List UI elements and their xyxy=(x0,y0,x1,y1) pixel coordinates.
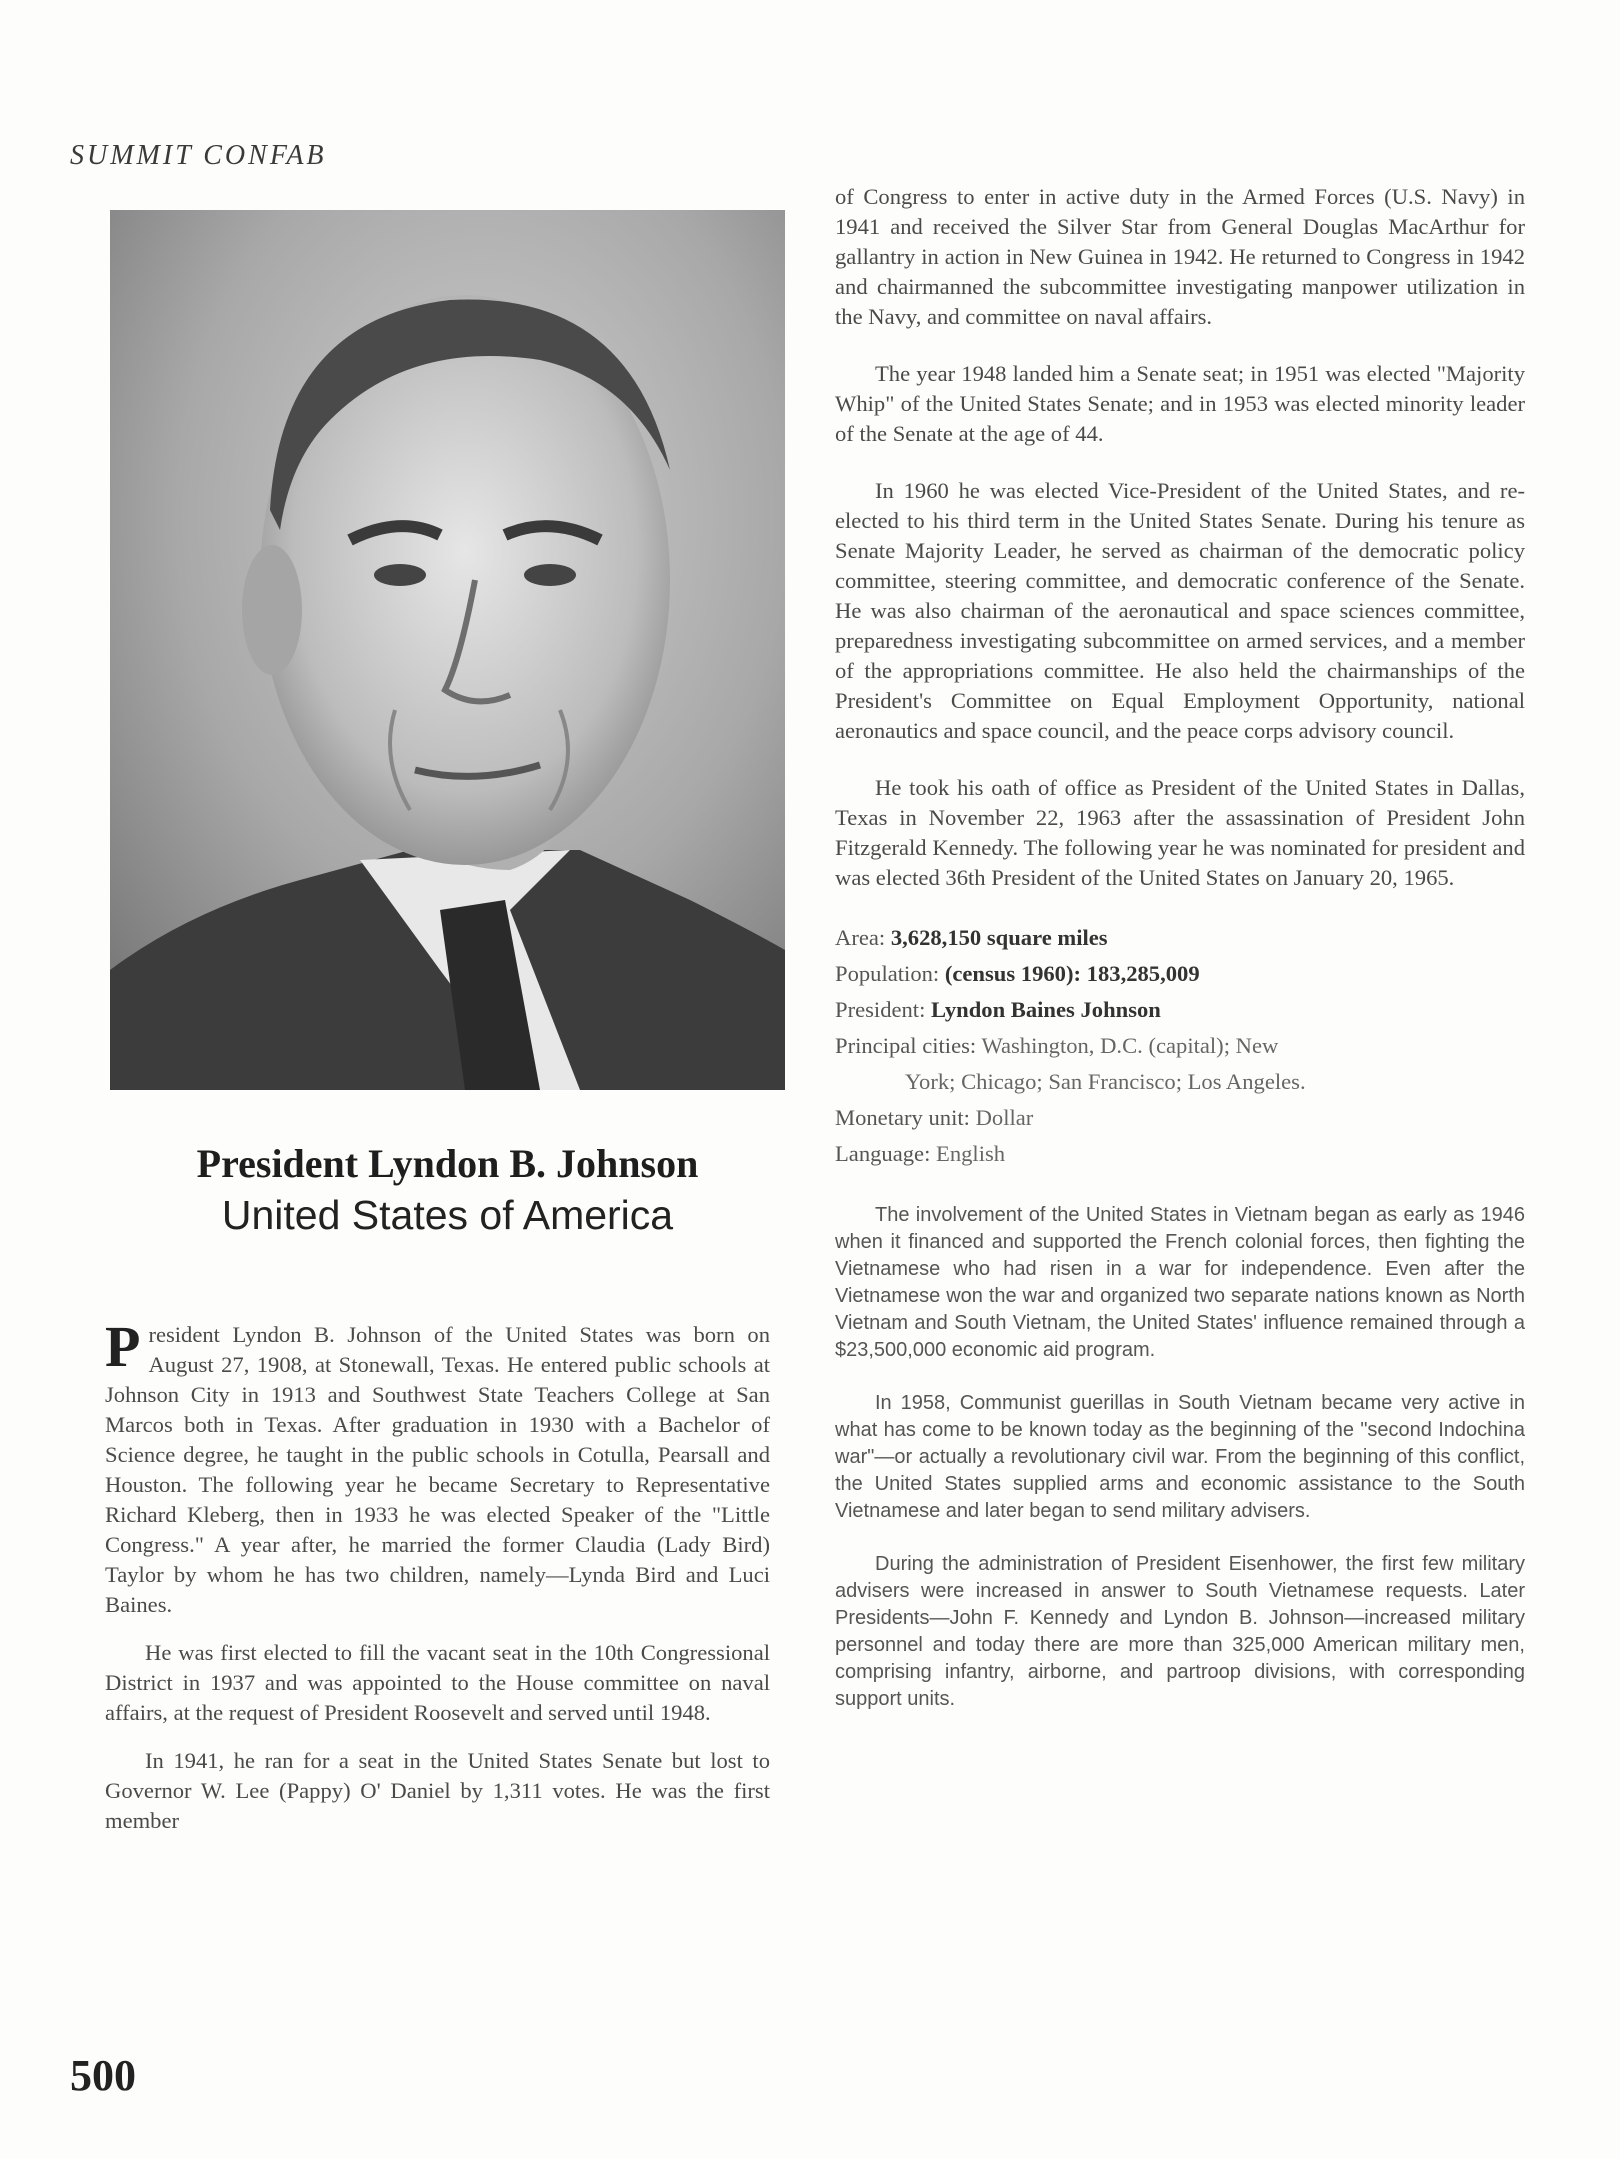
paragraph-2: He was first elected to fill the vacant seat in the 10th Congressional District in 1937 and was appointed to the House committee on naval affairs, at the request of President Roosevelt and served until 1948. xyxy=(105,1640,770,1725)
paragraph-1 xyxy=(105,1314,770,1620)
caption-country: United States of America xyxy=(221,1192,674,1238)
paragraph-7: He took his oath of office as President of the United States in Dallas, Texas in November 22, 1963 after the assassination of President John Fitzgerald Kennedy. The following year he was nominated for president and was elected 36th President of the United States on January 20, 1965. xyxy=(835,775,1525,890)
paragraph-5: The year 1948 landed him a Senate seat; in 1951 was elected "Majority Whip" of the United States Senate; and in 1953 was elected minority leader of the Senate at the age of 44. xyxy=(835,361,1525,446)
vietnam-section xyxy=(835,1202,1525,1713)
portrait-image xyxy=(110,210,785,1090)
fact-cities: Principal cities: Washington, D.C. (capital); New York; Chicago; San Francisco; Los Angeles. xyxy=(835,1033,1306,1094)
paragraph-3: In 1941, he ran for a seat in the United States Senate but lost to Governor W. Lee (Pappy) O' Daniel by 1,311 votes. He was the first member xyxy=(105,1748,770,1833)
caption-name: President Lyndon B. Johnson xyxy=(196,1141,699,1186)
dropcap: P xyxy=(105,1314,141,1379)
paragraph-6: In 1960 he was elected Vice-President of the United States, and re-elected to his third term in the United States Senate. During his tenure as Senate Majority Leader, he served as chairman of the democratic policy committee, steering committee, and democratic conference of the Senate. He was also chairman of the aeronautical and space sciences committee, preparedness investigating subcommittee on armed services, and a member of the appropriations committee. He also held the chairmanships of the President's Committee on Equal Employment Opportunity, national aeronautics and space council, and the peace corps advisory council. xyxy=(835,478,1525,743)
paragraph-4: of Congress to enter in active duty in the Armed Forces (U.S. Navy) in 1941 and received the Silver Star from General Douglas MacArthur for gallantry in action in New Guinea in 1942. He returned to Congress in 1942 and chairmanned the subcommittee investigating manpower utilization in the Navy, and committee on naval affairs. xyxy=(835,184,1525,329)
page-number: 500 xyxy=(70,2051,136,2100)
fact-language: Language: English xyxy=(835,1141,1006,1166)
paragraph-8: The involvement of the United States in Vietnam began as early as 1946 when it financed and supported the French colonial forces, then fighting the Vietnamese who had risen in a war for independence. Even after the Vietnamese won the war and organized two separate nations known as North Vietnam and South Vietnam, the United States' influence remained through a $23,500,000 economic aid program. xyxy=(835,1204,1525,1361)
country-facts xyxy=(835,920,1525,1172)
fact-monetary-unit: Monetary unit: Dollar xyxy=(835,1105,1034,1130)
paragraph-9: In 1958, Communist guerillas in South Vietnam became very active in what has come to be known today as the beginning of the "second Indochina war"—or actually a revolutionary civil war. From the beginning of this conflict, the United States supplied arms and economic assistance to the South Vietnamese and later began to send military advisers. xyxy=(835,1392,1525,1522)
portrait-photo xyxy=(110,210,785,1090)
fact-area: Area: 3,628,150 square miles xyxy=(835,925,1108,950)
paragraph-1-text: resident Lyndon B. Johnson of the United States was born on August 27, 1908, at Stonewall, Texas. He entered public schools at Johnson City in 1913 and Southwest State Teachers College at San Marcos both in Texas. After graduation in 1930 with a Bachelor of Science degree, he taught in the public schools in Cotulla, Pearsall and Houston. The following year he became Secretary to Representative Richard Kleberg, then in 1933 he was elected Speaker of the "Little Congress." A year after, he married the former Claudia (Lady Bird) Taylor by whom he has two children, namely—Lynda Bird and Luci Baines. xyxy=(105,1322,770,1617)
fact-president: President: Lyndon Baines Johnson xyxy=(835,997,1161,1022)
paragraph-10: During the administration of President Eisenhower, the first few military advisers were increased in answer to South Vietnamese requests. Later Presidents—John F. Kennedy and Lyndon B. Johnson—increased military personnel and today there are more than 325,000 American military men, comprising infantry, airborne, and partroop divisions, with corresponding support units. xyxy=(835,1553,1525,1710)
left-column xyxy=(105,1314,770,1854)
fact-population: Population: (census 1960): 183,285,009 xyxy=(835,961,1200,986)
right-column xyxy=(835,182,1525,1739)
running-head: SUMMIT CONFAB xyxy=(70,140,327,171)
